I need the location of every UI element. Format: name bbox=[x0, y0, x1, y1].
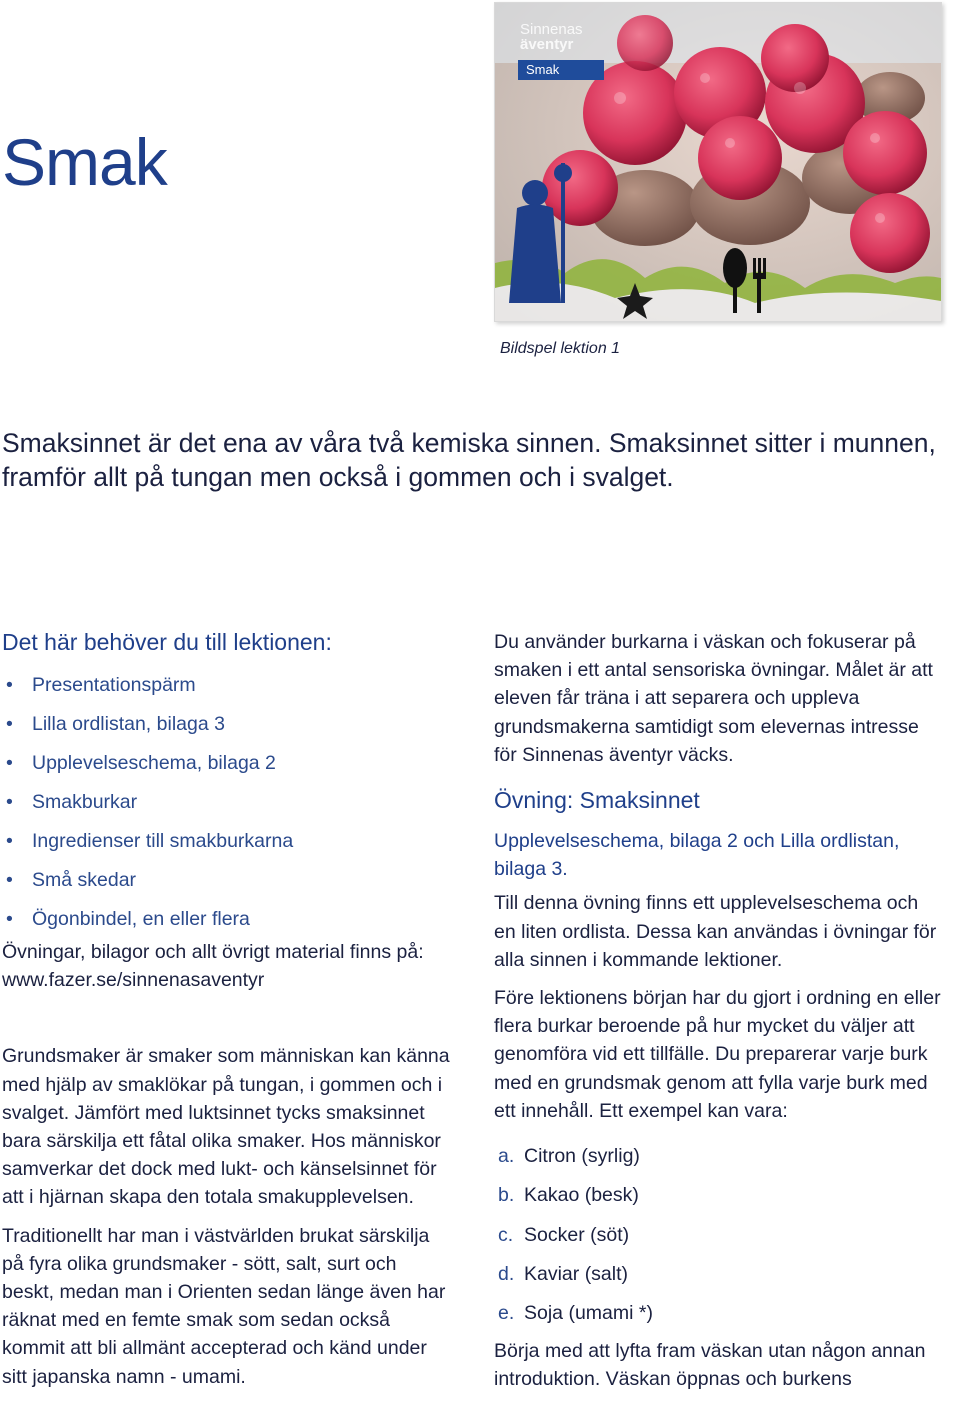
list-item bbox=[494, 1137, 944, 1176]
exercise-materials: Upplevelseschema, bilaga 2 och Lilla ordlistan, bilaga 3. bbox=[494, 830, 900, 881]
list-letter: e. bbox=[498, 1302, 515, 1325]
list-item: • Lilla ordlistan, bilaga 3 bbox=[2, 705, 452, 744]
list-item bbox=[494, 1294, 944, 1333]
list-item: • Ingredienser till smakburkarna bbox=[2, 822, 452, 861]
body-paragraph: Traditionellt har man i västvärlden brukat särskilja på fyra olika grundsmaker - sött, salt, surt och beskt, medan man i Orienten sedan länge även har räknat med en femte smak som sedan också kommit att bli allmänt accepterad och känd under sitt japanska namn - umami. bbox=[2, 1224, 446, 1388]
materials-list bbox=[2, 666, 452, 939]
list-letter: b. bbox=[498, 1184, 515, 1207]
list-item: • Presentationspärm bbox=[2, 666, 452, 705]
list-item bbox=[494, 1255, 944, 1294]
list-item bbox=[494, 1176, 944, 1215]
list-item-text: Kaviar (salt) bbox=[524, 1262, 629, 1285]
list-letter: a. bbox=[498, 1145, 515, 1168]
intro-paragraph bbox=[2, 426, 942, 494]
image-caption: Bildspel lektion 1 bbox=[500, 340, 621, 357]
topic-tag: Smak bbox=[518, 60, 604, 80]
brand-logo bbox=[520, 22, 583, 52]
brand-logo-line1: Sinnenas bbox=[520, 21, 583, 38]
list-item: • Ögonbindel, en eller flera bbox=[2, 900, 452, 939]
list-item-text: Socker (söt) bbox=[524, 1223, 630, 1246]
list-item-text: Soja (umami *) bbox=[524, 1302, 653, 1325]
list-item: • Små skedar bbox=[2, 861, 452, 900]
list-letter: d. bbox=[498, 1262, 515, 1285]
intro-text: Smaksinnet är det ena av våra två kemiska sinnen. Smaksinnet sitter i munnen, framför allt på tungan men också i gommen och i svalget. bbox=[2, 428, 936, 492]
body-paragraph: Till denna övning finns ett upplevelseschema och en liten ordlista. Dessa kan användas i övningar för alla sinnen i kommande lektioner. bbox=[494, 892, 937, 971]
list-letter: c. bbox=[498, 1223, 514, 1246]
body-paragraph: Börja med att lyfta fram väskan utan någon annan introduktion. Väskan öppnas och burkens bbox=[494, 1339, 926, 1390]
list-item bbox=[494, 1216, 944, 1255]
examples-list bbox=[494, 1137, 944, 1333]
left-column bbox=[2, 624, 452, 1391]
body-paragraph: Före lektionens början har du gjort i ordning en eller flera burkar beroende på hur mycket du väljer att genomföra vid ett tillfälle. Du preparerar varje burk med en grundsmak genom att fylla varje burk med ett innehåll. Ett exempel kan vara: bbox=[494, 987, 941, 1122]
resources-note: Övningar, bilagor och allt övrigt material finns på: www.fazer.se/sinnenasaventyr bbox=[2, 941, 424, 992]
body-paragraph: Du använder burkarna i väskan och fokuserar på smaken i ett antal sensoriska övningar. Målet är att eleven får träna i att separera och uppleva grundsmakerna samtidigt som elevernas intresse för Sinnenas äventyr väcks. bbox=[494, 631, 933, 766]
brand-logo-line2: äventyr bbox=[520, 36, 574, 53]
list-item-text: Kakao (besk) bbox=[524, 1184, 639, 1207]
materials-heading: Det här behöver du till lektionen: bbox=[2, 629, 332, 655]
exercise-heading: Övning: Smaksinnet bbox=[494, 787, 700, 814]
body-paragraph: Grundsmaker är smaker som människan kan känna med hjälp av smaklökar på tungan, i gommen och i svalget. Jämfört med luktsinnet tycks smaksinnet bara särskilja ett fåtal olika smaker. Hos människor samverkar det dock med lukt- och känselsinnet för att i hjärnan skapa den totala smakupplevelsen. bbox=[2, 1045, 450, 1209]
page-title: Smak bbox=[2, 125, 167, 199]
list-item: • Upplevelseschema, bilaga 2 bbox=[2, 744, 452, 783]
right-column bbox=[494, 628, 944, 1393]
list-item-text: Citron (syrlig) bbox=[524, 1145, 640, 1168]
list-item: • Smakburkar bbox=[2, 783, 452, 822]
